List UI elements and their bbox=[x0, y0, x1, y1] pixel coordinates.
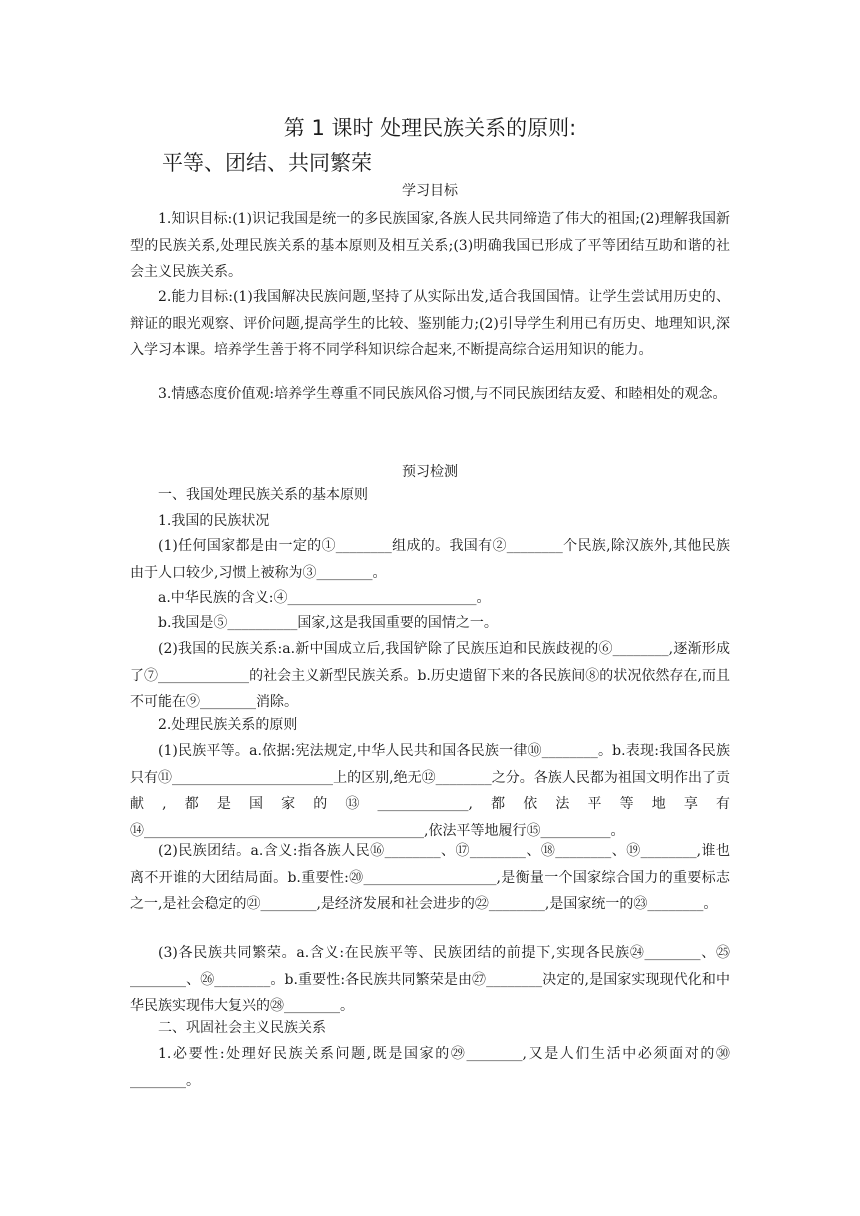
preview-heading: 预习检测 bbox=[402, 464, 458, 480]
question-2: (2)我国的民族关系:a.新中国成立后,我国铲除了民族压迫和民族歧视的⑥________,逐渐形成了⑦_____________的社会主义新型民族关系。b.历史遗留下来的各民族间⑧的状况依然存在,而且不可能在⑨________消除。 bbox=[130, 641, 730, 710]
principle-unity: (2)民族团结。a.含义:指各族人民⑯________、⑰________、⑱________、⑲________,谁也离不开谁的大团结局面。b.重要性:⑳___________________,是衡量一个国家综合国力的重要标志之一,是社会稳定的㉑________,是经济发展和社会进步的㉒________,是国家统一的㉓________。 bbox=[130, 843, 730, 912]
necessity-item: 1.必要性:处理好民族关系问题,既是国家的㉙________,又是人们生活中必须面对的㉚________。 bbox=[130, 1046, 730, 1089]
objectives-heading: 学习目标 bbox=[402, 183, 458, 199]
question-1b: b.我国是⑤__________国家,这是我国重要的国情之一。 bbox=[158, 615, 498, 631]
subsection-principles: 2.处理民族关系的原则 bbox=[158, 717, 298, 733]
objective-attitude: 3.情感态度价值观:培养学生尊重不同民族风俗习惯,与不同民族团结友爱、和睦相处的观念。 bbox=[158, 386, 727, 402]
lesson-subtitle: 平等、团结、共同繁荣 bbox=[162, 151, 372, 175]
objective-knowledge: 1.知识目标:(1)识记我国是统一的多民族国家,各族人民共同缔造了伟大的祖国;(2)理解我国新型的民族关系,处理民族关系的基本原则及相互关系;(3)明确我国已形成了平等团结互助和谐的社会主义民族关系。 bbox=[130, 211, 730, 280]
lesson-title: 第 1 课时 处理民族关系的原则: bbox=[283, 116, 577, 140]
subsection-national-status: 1.我国的民族状况 bbox=[158, 513, 270, 529]
question-1a: a.中华民族的含义:④___________________________。 bbox=[158, 590, 491, 606]
section-one-heading: 一、我国处理民族关系的基本原则 bbox=[158, 487, 368, 503]
principle-prosperity: (3)各民族共同繁荣。a.含义:在民族平等、民族团结的前提下,实现各民族㉔________、㉕________、㉖________。b.重要性:各民族共同繁荣是由㉗________决定的,是国家实现现代化和中华民族实现伟大复兴的㉘________。 bbox=[130, 945, 730, 1014]
section-two-heading: 二、巩固社会主义民族关系 bbox=[158, 1020, 326, 1036]
objective-ability: 2.能力目标:(1)我国解决民族问题,坚持了从实际出发,适合我国国情。让学生尝试用历史的、辩证的眼光观察、评价问题,提高学生的比较、鉴别能力;(2)引导学生利用已有历史、地理知识,深入学习本课。培养学生善于将不同学科知识综合起来,不断提高综合运用知识的能力。 bbox=[130, 289, 730, 358]
question-1: (1)任何国家都是由一定的①________组成的。我国有②________个民族,除汉族外,其他民族由于人口较少,习惯上被称为③________。 bbox=[130, 538, 730, 581]
principle-equality: (1)民族平等。a.依据:宪法规定,中华人民共和国各民族一律⑩________。b.表现:我国各民族只有⑪_______________________上的区别,绝无⑫________之分。各族人民都为祖国文明作出了贡献,都是国家的⑬_____________,都依法平等地享有⑭________________________________________,依法平等地履行⑮__________。 bbox=[130, 743, 730, 839]
